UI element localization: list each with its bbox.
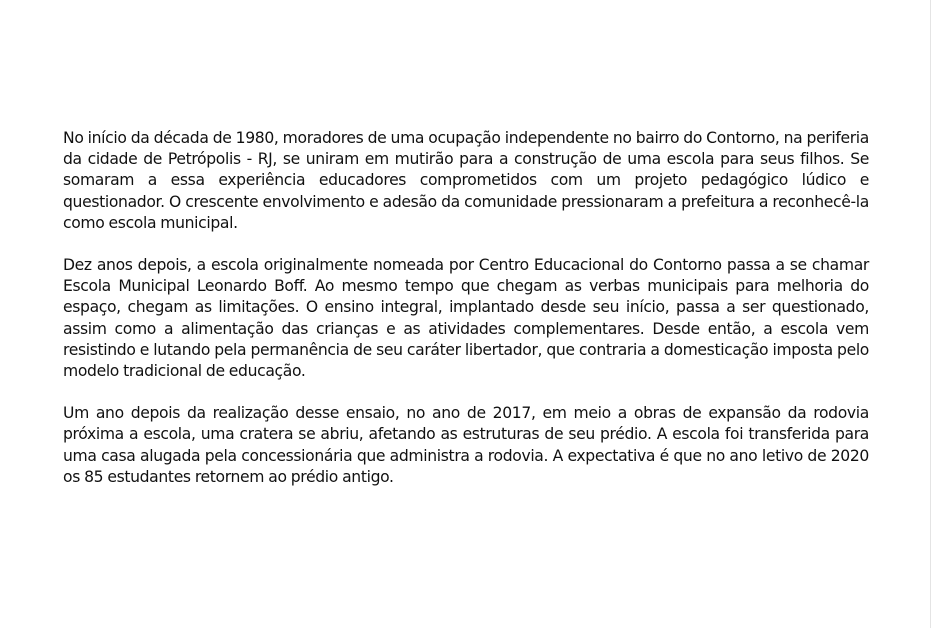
paragraph-2: Dez anos depois, a escola originalmente nomeada por Centro Educacional do Contorno passa a se chamar Escola Municipal Leonardo Boff. Ao mesmo tempo que chegam as verbas municipais para melhoria do espaço, chegam as limitações. O ensino integral, implantado desde seu início, passa a ser questionado, assim como a alimentação das crianças e as atividades complementares. Desde então, a escola vem resistindo e lutando pela permanência de seu caráter libertador, que contraria a domesticação imposta pelo modelo tradicional de educação.	[63, 256, 869, 381]
paragraph-1: No início da década de 1980, moradores de uma ocupação independente no bairro do Contorno, na periferia da cidade de Petrópolis - RJ, se uniram em mutirão para a construção de uma escola para seus filhos. Se somaram a essa experiência educadores comprometidos com um projeto pedagógico lúdico e questionador. O crescente envolvimento e adesão da comunidade pressionaram a prefeitura a reconhecê-la como escola municipal.	[63, 129, 869, 232]
paragraph-3: Um ano depois da realização desse ensaio, no ano de 2017, em meio a obras de expansão da rodovia próxima a escola, uma cratera se abriu, afetando as estruturas de seu prédio. A escola foi transferida para uma casa alugada pela concessionária que administra a rodovia. A expectativa é que no ano letivo de 2020 os 85 estudantes retornem ao prédio antigo.	[63, 404, 869, 486]
document-body	[63, 128, 869, 509]
